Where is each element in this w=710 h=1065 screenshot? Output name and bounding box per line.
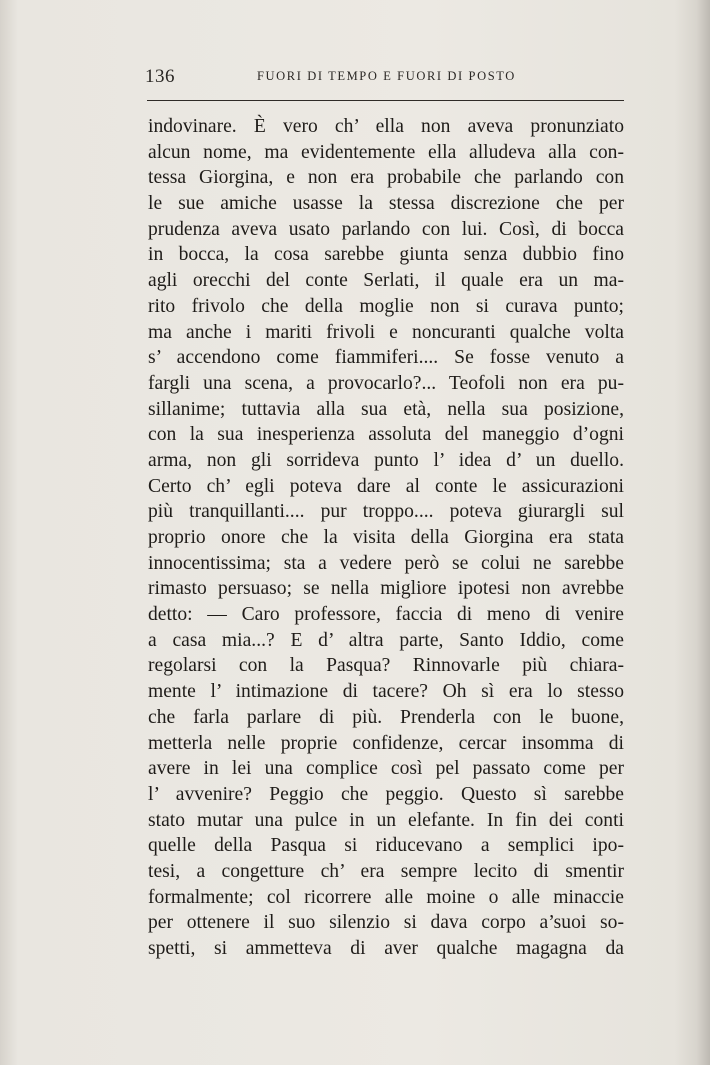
text-line: spetti, si ammetteva di aver qualche magagna da (148, 938, 624, 959)
text-line: Certo ch’ egli poteva dare al conte le assicurazioni (148, 475, 624, 497)
text-line: proprio onore che la visita della Giorgina era stata (148, 527, 624, 548)
text-line: in bocca, la cosa sarebbe giunta senza dubbio fino (148, 244, 624, 266)
text-line: che farla parlare di più. Prenderla con le buone, (148, 706, 624, 728)
text-line: per ottenere il suo silenzio si dava corpo a’suoi so- (148, 912, 624, 934)
text-line: fargli una scena, a provocarlo?... Teofoli non era pu- (148, 372, 624, 394)
text-line: prudenza aveva usato parlando con lui. Così, di bocca (148, 218, 624, 240)
text-line: avere in lei una complice così pel passato come per (148, 758, 624, 780)
header-rule (147, 100, 624, 101)
text-line: rito frivolo che della moglie non si curava punto; (148, 295, 624, 317)
text-line: l’ avvenire? Peggio che peggio. Questo sì sarebbe (148, 783, 624, 805)
text-line: con la sua inesperienza assoluta del maneggio d’ogni (148, 424, 624, 446)
text-line: metterla nelle proprie confidenze, cercar insomma di (148, 732, 624, 754)
text-line: agli orecchi del conte Serlati, il quale era un ma- (148, 270, 624, 292)
text-line: quelle della Pasqua si riducevano a semplici ipo- (148, 835, 624, 857)
text-line: indovinare. È vero ch’ ella non aveva pronunziato (148, 116, 624, 137)
text-line: ma anche i mariti frivoli e noncuranti qualche volta (148, 321, 624, 343)
text-line: detto: — Caro professore, faccia di meno di venire (148, 604, 624, 626)
running-title: FUORI DI TEMPO E FUORI DI POSTO (257, 69, 516, 83)
text-line: rimasto persuaso; se nella migliore ipotesi non avrebbe (148, 578, 624, 600)
text-line: sillanime; tuttavia alla sua età, nella sua posizione, (148, 398, 624, 420)
page-number: 136 (145, 66, 175, 87)
text-line: stato mutar una pulce in un elefante. In fin dei conti (148, 809, 624, 831)
text-line: le sue amiche usasse la stessa discrezione che per (148, 193, 624, 215)
text-line: arma, non gli sorrideva punto l’ idea d’ un duello. (148, 449, 624, 471)
text-line: a casa mia...? E d’ altra parte, Santo Iddio, come (148, 629, 624, 651)
page-header (145, 66, 625, 92)
text-line: s’ accendono come fiammiferi.... Se fosse venuto a (148, 347, 624, 369)
text-line: regolarsi con la Pasqua? Rinnovarle più chiara- (148, 655, 624, 677)
text-line: tesi, a congetture ch’ era sempre lecito di smentir (148, 860, 624, 882)
text-line: innocentissima; sta a vedere però se colui ne sarebbe (148, 552, 624, 574)
text-line: tessa Giorgina, e non era probabile che parlando con (148, 167, 624, 189)
page-edge (696, 0, 710, 1065)
body-text (148, 114, 624, 962)
text-line: alcun nome, ma evidentemente ella alludeva alla con- (148, 141, 624, 163)
text-line: più tranquillanti.... pur troppo.... poteva giurargli sul (148, 501, 624, 523)
text-line: mente l’ intimazione di tacere? Oh sì era lo stesso (148, 681, 624, 703)
text-line: formalmente; col ricorrere alle moine o alle minaccie (148, 886, 624, 908)
